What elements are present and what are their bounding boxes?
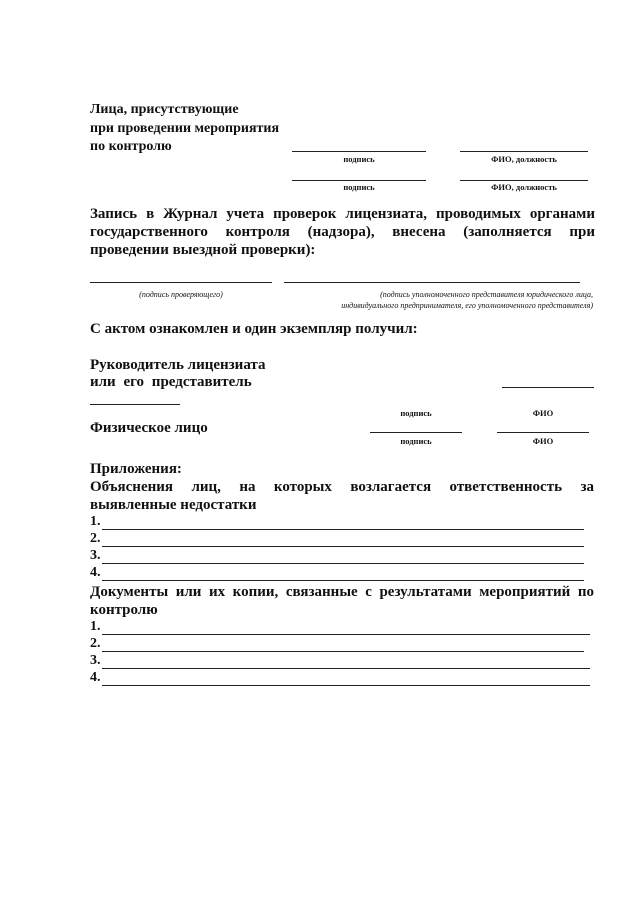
fill-line[interactable] — [102, 533, 585, 547]
journal-line-3: проведении выездной проверки): — [90, 242, 316, 258]
present-title-line-3: по контролю — [90, 139, 172, 154]
journal-line-1: Запись в Журнал учета проверок лицензиата, проводимых органами — [90, 206, 595, 222]
item-number: 3. — [90, 653, 101, 668]
present-caption-sign-2: подпись — [343, 182, 375, 192]
fill-line[interactable] — [102, 621, 591, 635]
individual-label: Физическое лицо — [90, 420, 208, 436]
item-number: 1. — [90, 514, 101, 529]
present-fio-line-1[interactable] — [460, 151, 588, 152]
present-title-line-2: при проведении мероприятия — [90, 121, 280, 136]
item-number: 2. — [90, 531, 101, 546]
fill-line[interactable] — [102, 550, 585, 564]
explanation-item-4[interactable] — [90, 565, 584, 581]
present-signature-line-2[interactable] — [292, 180, 426, 181]
item-number: 2. — [90, 636, 101, 651]
present-title-line-1: Лица, присутствующие — [90, 102, 239, 117]
document-item-4[interactable] — [90, 670, 590, 686]
fill-line[interactable] — [102, 516, 585, 530]
present-caption-sign-1: подпись — [343, 154, 375, 164]
document-item-3[interactable] — [90, 653, 590, 669]
documents-line-1: Документы или их копии, связанные с результатами мероприятий по — [90, 584, 594, 600]
caption-representative-2: индивидуального предпринимателя, его уполномоченного представителя) — [341, 301, 593, 310]
fill-line[interactable] — [102, 638, 585, 652]
explanation-item-2[interactable] — [90, 531, 584, 547]
documents-line-2: контролю — [90, 602, 158, 618]
representative-signature-line[interactable] — [284, 282, 580, 283]
item-number: 3. — [90, 548, 101, 563]
caption-representative-1: (подпись уполномоченного представителя юридического лица, — [380, 290, 593, 299]
licensee-line-1: Руководитель лицензиата — [90, 357, 266, 373]
item-number: 1. — [90, 619, 101, 634]
licensee-signature-line[interactable] — [90, 404, 180, 405]
acquainted-statement: С актом ознакомлен и один экземпляр получил: — [90, 321, 418, 337]
document-item-2[interactable] — [90, 636, 584, 652]
document-item-1[interactable] — [90, 619, 590, 635]
present-fio-line-2[interactable] — [460, 180, 588, 181]
explanations-line-1: Объяснения лиц, на которых возлагается ответственность за — [90, 479, 594, 495]
explanation-item-3[interactable] — [90, 548, 584, 564]
licensee-fio-line[interactable] — [502, 387, 594, 388]
licensee-line-2: или его представитель — [90, 374, 252, 390]
attachments-heading: Приложения: — [90, 461, 182, 477]
present-caption-fio-2: ФИО, должность — [491, 182, 557, 192]
licensee-caption-fio: ФИО — [532, 408, 554, 418]
item-number: 4. — [90, 565, 101, 580]
explanation-item-1[interactable] — [90, 514, 584, 530]
individual-fio-line[interactable] — [497, 432, 589, 433]
journal-line-2: государственного контроля (надзора), внесена (заполняется при — [90, 224, 595, 240]
caption-inspector: (подпись проверяющего) — [139, 290, 223, 299]
individual-caption-sign: подпись — [400, 436, 432, 446]
individual-signature-line[interactable] — [370, 432, 462, 433]
individual-caption-fio: ФИО — [532, 436, 554, 446]
present-caption-fio-1: ФИО, должность — [491, 154, 557, 164]
item-number: 4. — [90, 670, 101, 685]
fill-line[interactable] — [102, 567, 585, 581]
fill-line[interactable] — [102, 672, 591, 686]
inspector-signature-line[interactable] — [90, 282, 272, 283]
present-signature-line-1[interactable] — [292, 151, 426, 152]
explanations-line-2: выявленные недостатки — [90, 497, 257, 513]
licensee-caption-sign: подпись — [400, 408, 432, 418]
fill-line[interactable] — [102, 655, 591, 669]
